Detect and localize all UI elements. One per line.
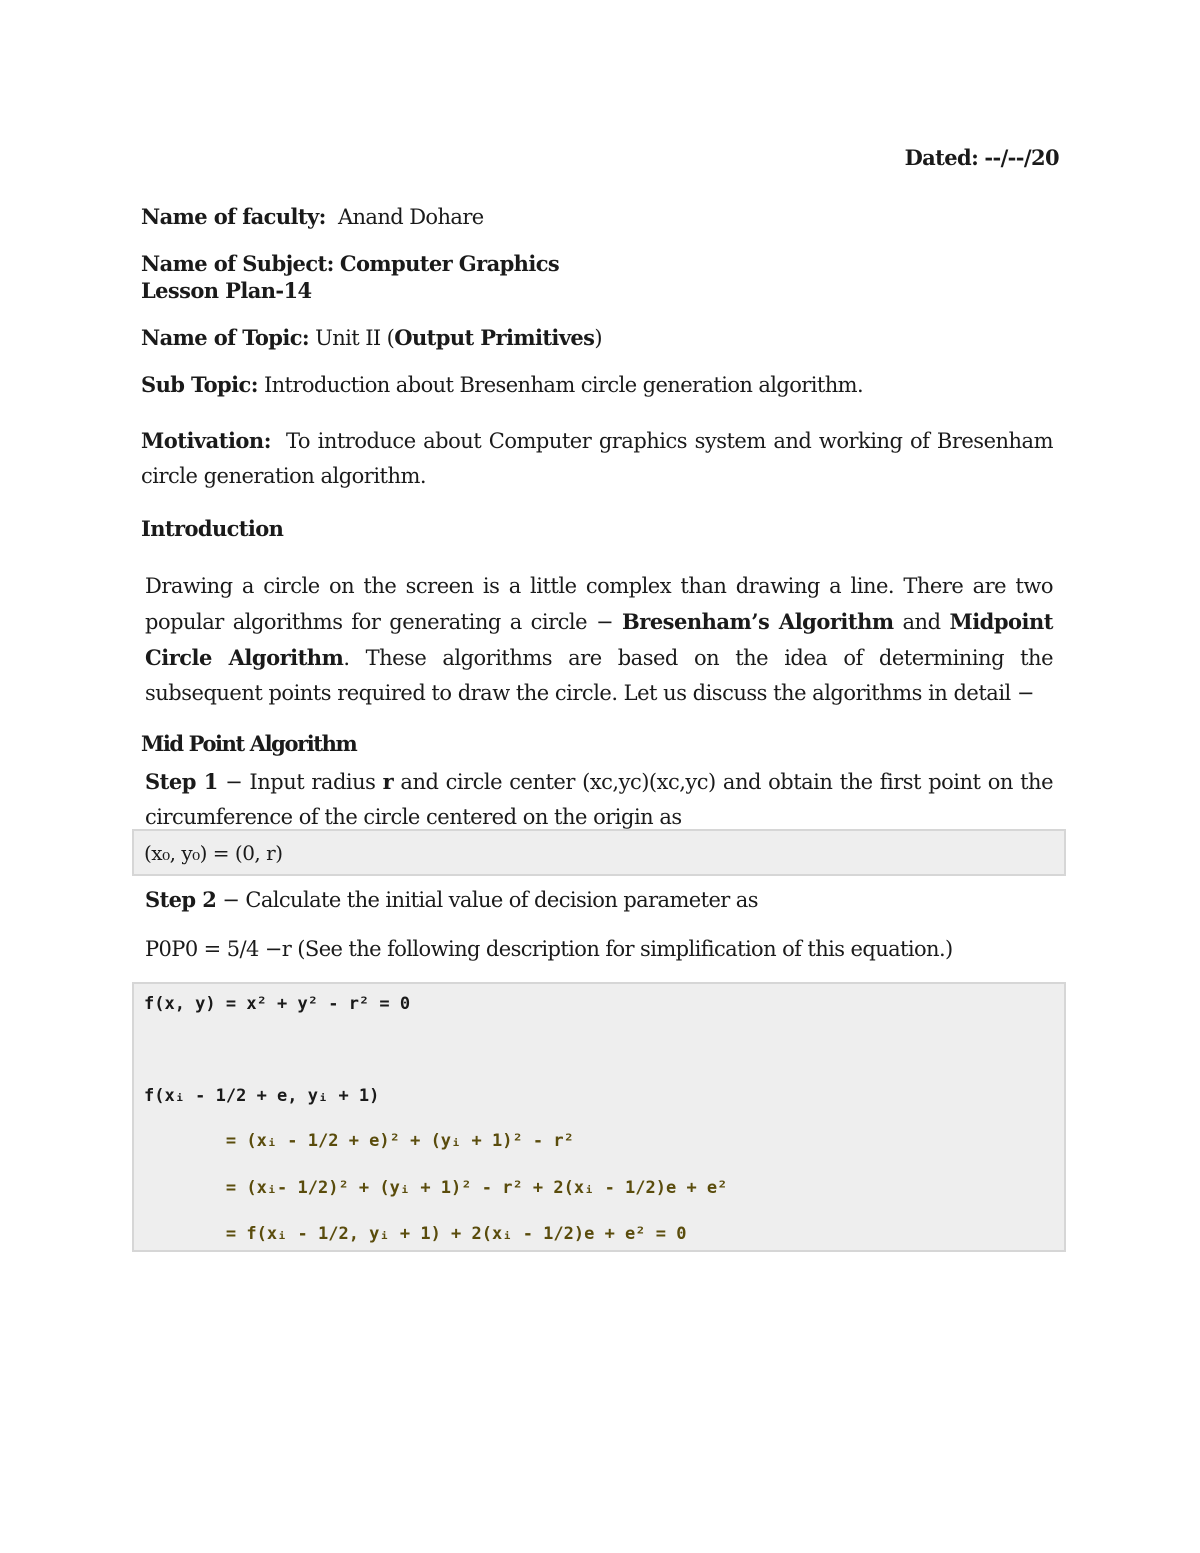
p0-line: P0P0 = 5/4 −r (See the following description for simplification of this equation.) bbox=[145, 937, 953, 961]
step2-text: − Calculate the initial value of decision parameter as bbox=[216, 888, 758, 912]
step2-label: Step 2 bbox=[145, 887, 217, 912]
formula-initial-point: (x₀, y₀) = (0, r) bbox=[144, 841, 283, 865]
step1-text-a: − Input radius bbox=[217, 770, 383, 794]
topic-bold: Output Primitives bbox=[394, 325, 595, 350]
code-line-3: = (xᵢ - 1/2 + e)² + (yᵢ + 1)² - r² bbox=[144, 1131, 574, 1151]
faculty-line bbox=[141, 204, 484, 229]
dated-label: Dated: bbox=[904, 145, 979, 170]
code-line-2: f(xᵢ - 1/2 + e, yᵢ + 1) bbox=[144, 1086, 380, 1106]
topic-label: Name of Topic: bbox=[141, 325, 310, 350]
step1-paragraph bbox=[145, 764, 1053, 835]
dated-line bbox=[905, 145, 1059, 170]
dated-value: --/--/20 bbox=[984, 145, 1059, 170]
introduction-paragraph bbox=[145, 569, 1053, 711]
intro-text-2: and bbox=[893, 610, 950, 634]
topic-prefix: Unit II ( bbox=[315, 326, 395, 350]
code-line-4: = (xᵢ- 1/2)² + (yᵢ + 1)² - r² + 2(xᵢ - 1/2)e + e² bbox=[144, 1178, 728, 1198]
subject-line bbox=[141, 251, 559, 276]
step1-text-b: and circle center (xc,yc)(xc,yc) and obtain the first point on the circumference of the circle centered on the origin as bbox=[145, 770, 1053, 829]
motivation-paragraph bbox=[141, 423, 1053, 494]
subject-value: Computer Graphics bbox=[339, 251, 560, 276]
step2-line bbox=[145, 887, 758, 912]
sub-topic-value: Introduction about Bresenham circle generation algorithm. bbox=[263, 373, 864, 397]
motivation-label: Motivation: bbox=[141, 428, 271, 453]
formula-box bbox=[132, 829, 1066, 876]
sub-topic-line bbox=[141, 372, 863, 397]
intro-bold-1: Bresenham’s Algorithm bbox=[622, 609, 894, 634]
step1-label: Step 1 bbox=[145, 769, 218, 794]
sub-topic-label: Sub Topic: bbox=[141, 372, 258, 397]
topic-line bbox=[141, 325, 602, 350]
motivation-value: To introduce about Computer graphics system and working of Bresenham circle generation algorithm. bbox=[141, 429, 1053, 488]
code-line-1: f(x, y) = x² + y² - r² = 0 bbox=[144, 994, 411, 1014]
code-line-5: = f(xᵢ - 1/2, yᵢ + 1) + 2(xᵢ - 1/2)e + e² = 0 bbox=[144, 1224, 687, 1244]
midpoint-heading: Mid Point Algorithm bbox=[141, 731, 357, 756]
topic-suffix: ) bbox=[594, 326, 602, 350]
step1-r: r bbox=[382, 769, 394, 794]
lesson-plan: Lesson Plan-14 bbox=[141, 278, 312, 303]
intro-text-3: . These algorithms are based on the idea of determining the subsequent points required to draw the circle. Let us discuss the algorithms in detail − bbox=[145, 646, 1053, 705]
faculty-value: Anand Dohare bbox=[337, 205, 484, 229]
code-block bbox=[132, 982, 1066, 1252]
faculty-label: Name of faculty: bbox=[141, 204, 326, 229]
intro-text-1: Drawing a circle on the screen is a little complex than drawing a line. There are two popular algorithms for generating a circle − bbox=[145, 574, 1053, 634]
intro-bold-2: Midpoint Circle Algorithm bbox=[145, 609, 1053, 670]
subject-label: Name of Subject: bbox=[141, 251, 334, 276]
introduction-heading: Introduction bbox=[141, 516, 284, 541]
